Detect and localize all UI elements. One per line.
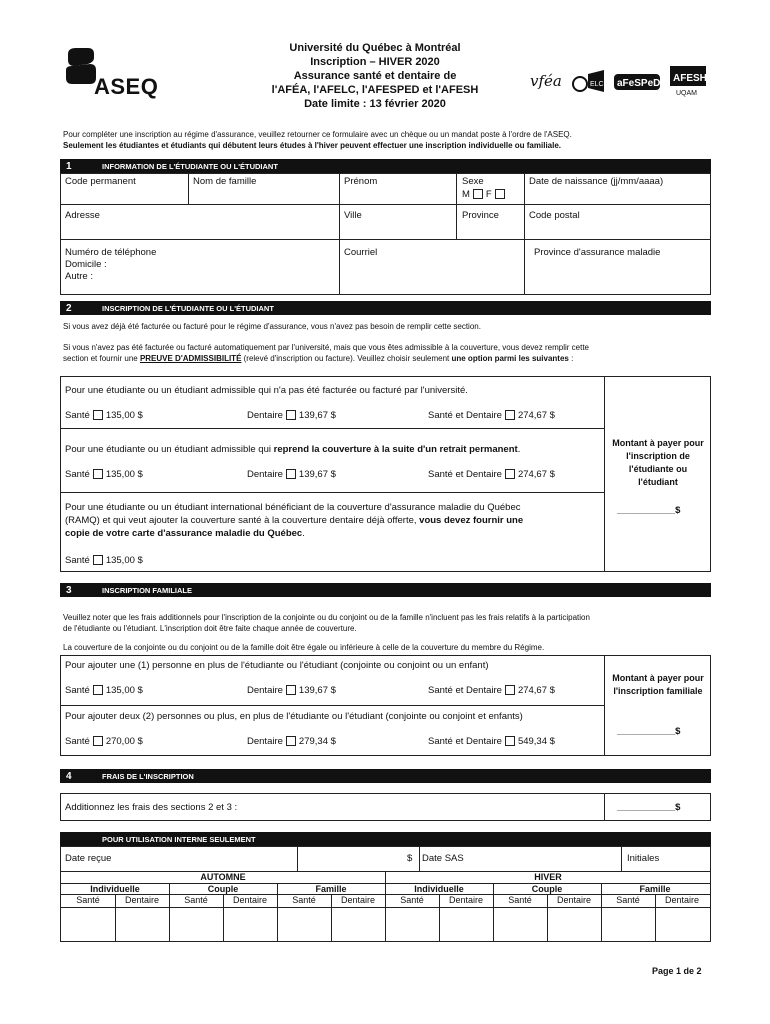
- s3-o1-sante-checkbox[interactable]: [93, 685, 103, 695]
- price-sante: 135,00 $: [105, 469, 143, 480]
- s2-o2-sante-checkbox[interactable]: [93, 469, 103, 479]
- a-famille: Famille: [315, 884, 347, 894]
- province-field[interactable]: Province: [462, 210, 499, 221]
- price-sante: 135,00 $: [105, 410, 143, 421]
- h-couple: Couple: [531, 884, 563, 894]
- svg-text:ELC: ELC: [590, 81, 604, 88]
- a-fam-sante: Santé: [292, 895, 316, 905]
- section-1-form: [60, 173, 711, 295]
- a-cou-dentaire: Dentaire: [232, 895, 268, 905]
- section-2-p2a: Si vous n'avez pas été facturée ou facturé automatiquement par l'université, mais que vous êtes admissible à la couverture, vous devez remplir cette: [63, 343, 589, 352]
- initiales-field[interactable]: Initiales: [627, 853, 660, 864]
- section-3-options: [60, 655, 711, 756]
- prenom-field[interactable]: Prénom: [344, 176, 378, 187]
- h-cou-dentaire: Dentaire: [556, 895, 592, 905]
- s3-montant-field[interactable]: ___________$: [617, 726, 681, 737]
- hiver-label: HIVER: [534, 872, 562, 882]
- s3-o2-dentaire: [247, 736, 336, 747]
- s2-o1-sante: [65, 410, 143, 421]
- sexe-field: [462, 176, 522, 200]
- both-label: Santé et Dentaire: [428, 685, 502, 696]
- s3-o2-both: [428, 736, 555, 747]
- internal-title: POUR UTILISATION INTERNE SEULEMENT: [102, 834, 256, 844]
- both-label: Santé et Dentaire: [428, 736, 502, 747]
- internal-header: [60, 832, 711, 846]
- telephone-label: Numéro de téléphone: [65, 247, 157, 258]
- section-4-header: [60, 769, 711, 783]
- title-line-2: Inscription – HIVER 2020: [310, 56, 440, 68]
- intro-line-1: Pour compléter une inscription au régime d'assurance, veuillez retourner ce formulaire avec un chèque ou un mandat poste à l'ordre de l'ASEQ.: [63, 130, 572, 139]
- section-3-header: [60, 583, 711, 597]
- sante-label: Santé: [65, 410, 90, 421]
- sexe-label: Sexe: [462, 176, 484, 187]
- opt2-end: .: [517, 444, 521, 455]
- s2-o1-dentaire-checkbox[interactable]: [286, 410, 296, 420]
- both-label: Santé et Dentaire: [428, 469, 502, 480]
- opt3-b-pre: (RAMQ) et qui veut ajouter la couverture santé à la couverture dentaire déjà offerte,: [65, 515, 420, 526]
- s3-option-2-text: Pour ajouter deux (2) personnes ou plus, en plus de l'étudiante ou l'étudiant (conjointe ou conjoint et enfants): [65, 711, 523, 722]
- title-line-1: Université du Québec à Montréal: [289, 42, 461, 54]
- section-1-title: INFORMATION DE L'ÉTUDIANTE OU L'ÉTUDIANT: [102, 161, 278, 171]
- date-recue-field[interactable]: Date reçue: [65, 853, 112, 864]
- s2-o1-dentaire: [247, 410, 336, 421]
- a-couple: Couple: [207, 884, 239, 894]
- section-2-p1: Si vous avez déjà été facturée ou facturé pour le régime d'assurance, vous n'avez pas besoin de remplir cette section.: [63, 322, 481, 331]
- s3-o1-both: [428, 685, 555, 696]
- s2-option-3-row: [65, 555, 143, 566]
- s3-o1-dentaire: [247, 685, 336, 696]
- p2b-mid: (relevé d'inscription ou facture). Veuillez choisir seulement: [241, 354, 452, 363]
- opt3-c: copie de votre carte d'assurance maladie du Québec: [65, 528, 303, 539]
- price-dentaire: 139,67 $: [298, 410, 336, 421]
- dentaire-label: Dentaire: [247, 469, 283, 480]
- s3-p2: La couverture de la conjointe ou du conjoint ou de la famille doit être égale ou inférieure à celle de la couverture du membre du Régime.: [63, 643, 545, 652]
- title-line-3: Assurance santé et dentaire de: [293, 70, 457, 82]
- price-both: 274,67 $: [517, 469, 555, 480]
- h-individuelle: Individuelle: [414, 884, 464, 894]
- price-both: 549,34 $: [517, 736, 555, 747]
- price-dentaire: 139,67 $: [298, 469, 336, 480]
- section-4-number: 4: [66, 770, 72, 782]
- h-fam-dentaire: Dentaire: [664, 895, 700, 905]
- section-4-title: FRAIS DE L'INSCRIPTION: [102, 771, 194, 781]
- s2-o2-sante: [65, 469, 143, 480]
- page-number: Page 1 de 2: [652, 966, 702, 976]
- section-1-number: 1: [66, 160, 72, 172]
- preuve-admissibilite: PREUVE D'ADMISSIBILITÉ: [139, 354, 242, 363]
- intro-line-2: Seulement les étudiantes et étudiants qui débutent leurs études à l'hiver peuvent effectuer une inscription individuelle ou familiale.: [63, 141, 562, 150]
- svg-text:aFeSPeD: aFeSPeD: [617, 78, 661, 89]
- title-line-4: l'AFÉA, l'AFELC, l'AFESPED et l'AFESH: [271, 84, 479, 96]
- s2-o2-both-checkbox[interactable]: [505, 469, 515, 479]
- dollar-field[interactable]: $: [407, 853, 413, 864]
- s2-o1-sante-checkbox[interactable]: [93, 410, 103, 420]
- h-cou-sante: Santé: [508, 895, 532, 905]
- a-ind-dentaire: Dentaire: [124, 895, 160, 905]
- section-2-header: [60, 301, 711, 315]
- section-4-total-field[interactable]: ___________$: [617, 802, 681, 813]
- price-both: 274,67 $: [517, 410, 555, 421]
- logo-text: ASEQ: [94, 74, 159, 99]
- opt3-b-bold: vous devez fournir une: [419, 515, 524, 526]
- section-3-number: 3: [66, 584, 72, 596]
- s3-o1-both-checkbox[interactable]: [505, 685, 515, 695]
- p2b-pre: section et fournir une: [63, 354, 140, 363]
- section-2-p2b: [63, 353, 723, 364]
- section-2-intro: [63, 321, 723, 364]
- s2-option-1-text: Pour une étudiante ou un étudiant admissible qui n'a pas été facturée ou facturé par l'université.: [65, 385, 468, 396]
- a-cou-sante: Santé: [184, 895, 208, 905]
- opt3-a: Pour une étudiante ou un étudiant international bénéficiant de la couverture d'assurance maladie du Québec: [65, 502, 521, 513]
- automne-label: AUTOMNE: [200, 872, 246, 882]
- section-2-options: [60, 376, 711, 572]
- afelc-logo-icon: [573, 70, 604, 92]
- p2b-bold: une option parmi les suivantes: [451, 354, 569, 363]
- sante-label: Santé: [65, 736, 90, 747]
- s3-o2-both-checkbox[interactable]: [505, 736, 515, 746]
- s3-o1-sante: [65, 685, 143, 696]
- s3-montant-label: Montant à payer pour l'inscription familiale: [612, 673, 704, 696]
- opt3-c-end: .: [302, 528, 305, 539]
- price-sante: 135,00 $: [105, 555, 143, 566]
- partner-logos: [528, 64, 710, 98]
- h-famille: Famille: [639, 884, 671, 894]
- sexe-m-label: M: [462, 189, 470, 200]
- sante-label: Santé: [65, 555, 90, 566]
- s2-o2-dentaire-checkbox[interactable]: [286, 469, 296, 479]
- section-3-title: INSCRIPTION FAMILIALE: [102, 585, 192, 595]
- afesh-logo-icon: [670, 66, 707, 97]
- code-permanent-field[interactable]: Code permanent: [65, 176, 136, 187]
- both-label: Santé et Dentaire: [428, 410, 502, 421]
- s2-o1-both: [428, 410, 555, 421]
- autre-label: Autre :: [65, 271, 93, 282]
- code-postal-field[interactable]: Code postal: [529, 210, 580, 221]
- s3-p1b: de l'étudiante ou l'étudiant. L'inscription doit être faite chaque année de couverture.: [63, 624, 357, 633]
- a-fam-dentaire: Dentaire: [340, 895, 376, 905]
- section-2-title: INSCRIPTION DE L'ÉTUDIANTE OU L'ÉTUDIANT: [102, 303, 274, 313]
- nom-field[interactable]: Nom de famille: [193, 176, 257, 187]
- price-sante: 270,00 $: [105, 736, 143, 747]
- sexe-m-checkbox[interactable]: [473, 189, 483, 199]
- aseq-logo: [64, 44, 164, 102]
- price-both: 274,67 $: [517, 685, 555, 696]
- price-dentaire: 139,67 $: [298, 685, 336, 696]
- telephone-field[interactable]: [65, 247, 335, 283]
- sante-label: Santé: [65, 469, 90, 480]
- s2-o2-dentaire: [247, 469, 336, 480]
- s3-o2-dentaire-checkbox[interactable]: [286, 736, 296, 746]
- h-fam-sante: Santé: [616, 895, 640, 905]
- s3-o2-sante: [65, 736, 143, 747]
- s3-option-1-text: Pour ajouter une (1) personne en plus de l'étudiante ou l'étudiant (conjointe ou conjoint ou un enfant): [65, 660, 489, 671]
- a-ind-sante: Santé: [76, 895, 100, 905]
- s3-p1a: Veuillez noter que les frais additionnels pour l'inscription de la conjointe ou du conjoint ou de la famille n'incluent pas les frais relatifs à la participation: [63, 613, 590, 622]
- price-sante: 135,00 $: [105, 685, 143, 696]
- domicile-label: Domicile :: [65, 259, 107, 270]
- section-3-intro: [63, 612, 723, 653]
- title-line-5: Date limite : 13 février 2020: [304, 98, 446, 110]
- s3-o1-dentaire-checkbox[interactable]: [286, 685, 296, 695]
- header-title: [250, 41, 500, 111]
- svg-text:AFESH: AFESH: [673, 73, 707, 84]
- province-assurance-field[interactable]: Province d'assurance maladie: [534, 247, 661, 258]
- s2-o3-sante-checkbox[interactable]: [93, 555, 103, 565]
- afea-logo-icon: vféa: [530, 72, 562, 90]
- sexe-f-label: F: [485, 189, 492, 200]
- svg-text:UQAM: UQAM: [676, 90, 697, 97]
- price-dentaire: 279,34 $: [298, 736, 336, 747]
- ville-field[interactable]: Ville: [344, 210, 362, 221]
- s2-montant-field[interactable]: ___________$: [617, 505, 681, 516]
- dentaire-label: Dentaire: [247, 736, 283, 747]
- p2b-end: :: [568, 354, 574, 363]
- h-ind-sante: Santé: [400, 895, 424, 905]
- a-individuelle: Individuelle: [90, 884, 140, 894]
- s3-o2-sante-checkbox[interactable]: [93, 736, 103, 746]
- s2-option-3-text: [65, 501, 600, 540]
- opt2-bold: reprend la couverture à la suite d'un retrait permanent: [273, 444, 518, 455]
- date-sas-field[interactable]: Date SAS: [422, 853, 464, 864]
- section-4-box: [60, 793, 711, 821]
- opt2-pre: Pour une étudiante ou un étudiant admissible qui: [65, 444, 274, 455]
- s2-montant-label: Montant à payer pour l'inscription de l'étudiante ou l'étudiant: [612, 438, 704, 487]
- afesped-logo-icon: [614, 74, 660, 90]
- adresse-field[interactable]: Adresse: [65, 210, 100, 221]
- sexe-f-checkbox[interactable]: [495, 189, 505, 199]
- dentaire-label: Dentaire: [247, 410, 283, 421]
- s2-o1-both-checkbox[interactable]: [505, 410, 515, 420]
- section-1-header: [60, 159, 711, 173]
- section-2-number: 2: [66, 302, 72, 314]
- section-4-label: Additionnez les frais des sections 2 et 3 :: [65, 802, 238, 813]
- date-naissance-field[interactable]: Date de naissance (jj/mm/aaaa): [529, 176, 664, 187]
- intro-text: [63, 129, 723, 151]
- partner-logos-icon: [528, 64, 710, 98]
- h-ind-dentaire: Dentaire: [448, 895, 484, 905]
- s2-o2-both: [428, 469, 555, 480]
- sante-label: Santé: [65, 685, 90, 696]
- courriel-field[interactable]: Courriel: [344, 247, 378, 258]
- s2-option-2-text: [65, 444, 600, 455]
- internal-table: [60, 846, 711, 942]
- dentaire-label: Dentaire: [247, 685, 283, 696]
